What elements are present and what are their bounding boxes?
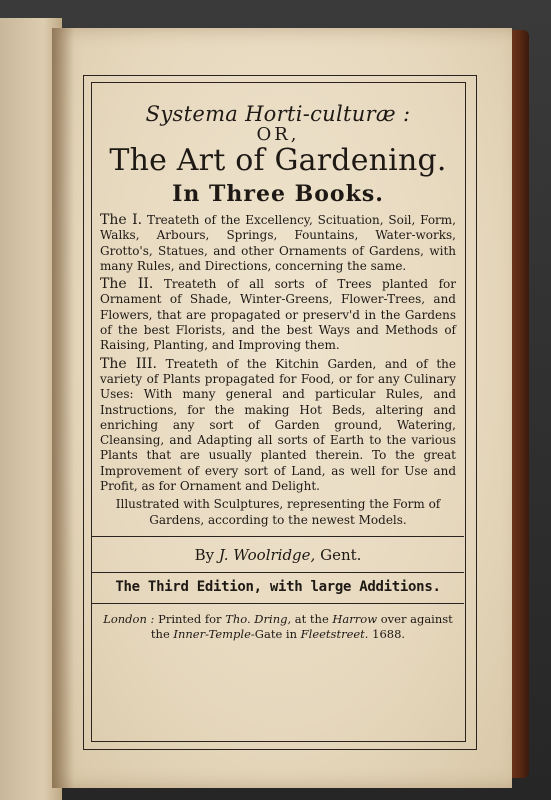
author-prefix: By (194, 545, 215, 564)
imprint-text-2: at the (294, 611, 329, 626)
author-name: J. Woolridge, (218, 545, 316, 564)
divider-rule-2 (92, 572, 464, 573)
edition-line: The Third Edition, with large Additions. (115, 578, 441, 595)
book-two-description (100, 277, 456, 353)
illustration-note: Illustrated with Sculptures, representing the Form of Gardens, according to the newest Models. (115, 497, 441, 527)
book-one-description (100, 213, 456, 274)
imprint-text-4: -Gate in (250, 626, 297, 641)
imprint-gate: Inner-Temple (173, 626, 251, 641)
book-two-text: Treateth of all sorts of Trees planted for Ornament of Shade, Winter-Greens, Flower-Trees, and Flowers, that are propagated or preserv'd in the Gardens of the best Florists, and the best Ways and Methods of Raising, Planting, and Improving them. (100, 277, 456, 353)
subtitle: In Three Books. (172, 181, 384, 207)
or-connector: OR, (256, 124, 300, 145)
author-line (100, 546, 456, 564)
main-title: The Art of Gardening. (109, 143, 447, 178)
imprint-text-3: over against the (150, 611, 453, 641)
imprint-printer: Tho. Dring, (225, 611, 292, 626)
imprint-place: London : (103, 611, 155, 626)
imprint-street: Fleetstreet. (300, 626, 369, 641)
latin-title: Systema Horti-culturæ : (145, 102, 411, 126)
book-three-lead: The III. (100, 355, 157, 372)
divider-rule-1 (92, 536, 464, 537)
page-gutter-shadow (52, 28, 74, 788)
imprint-sign: Harrow (332, 611, 378, 626)
imprint-text-1: Printed for (158, 611, 222, 626)
title-page-content (100, 88, 456, 642)
book-one-text: Treateth of the Excellency, Scituation, Soil, Form, Walks, Arbours, Springs, Fountains, Water-works, Grotto's, Statues, and other Ornaments of Gardens, with many Rules, and Directions, concerning the same. (100, 213, 456, 273)
divider-rule-3 (92, 603, 464, 604)
book-three-text: Treateth of the Kitchin Garden, and of the variety of Plants propagated for Food, or for any Culinary Uses: With many general and particular Rules, and Instructions, for the making Hot Beds, altering and enriching any sort of Garden ground, Watering, Cleansing, and Adapting all sorts of Earth to the various Plants that are usually planted therein. To the great Improvement of every sort of Land, as well for Use and Profit, as for Ornament and Delight. (100, 356, 456, 494)
book-two-lead: The II. (100, 276, 154, 293)
author-suffix: Gent. (320, 545, 362, 564)
imprint-year: 1688. (372, 626, 406, 641)
book-one-lead: The I. (100, 212, 143, 228)
imprint (100, 612, 456, 642)
book-three-description (100, 357, 456, 495)
